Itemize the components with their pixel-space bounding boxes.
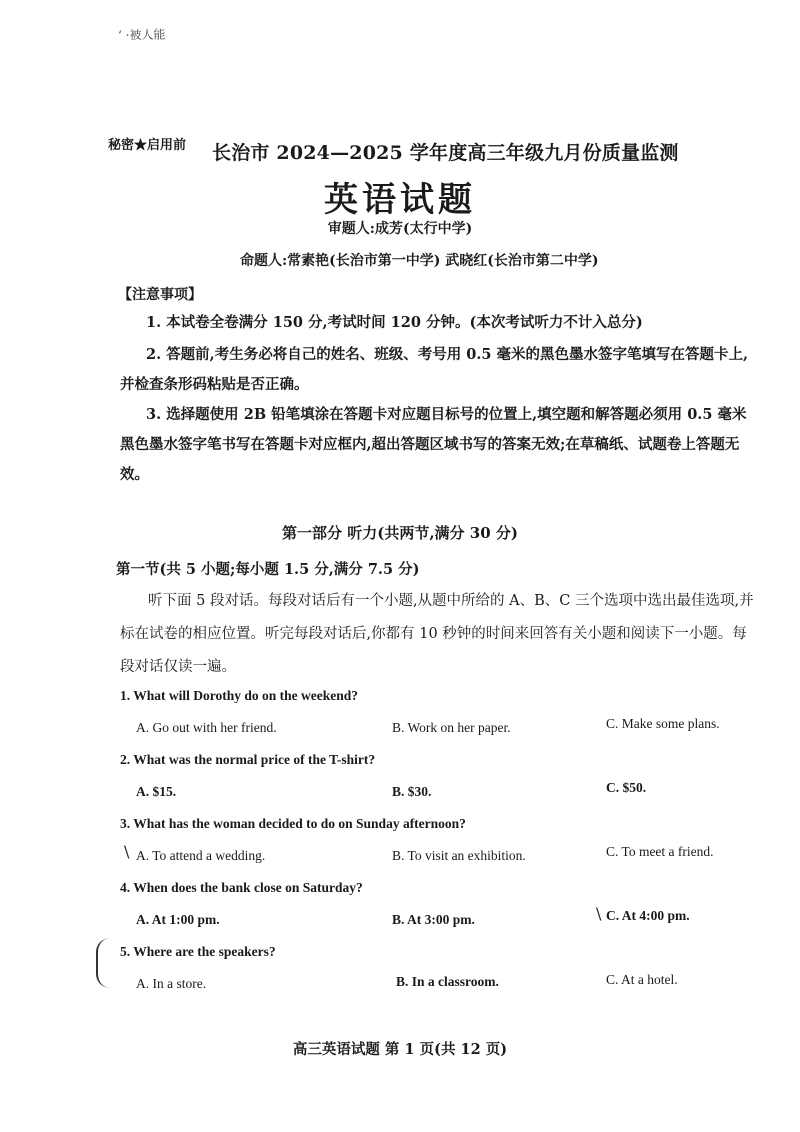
question-5-option-a: A. In a store. bbox=[136, 976, 207, 991]
question-1-stem: 1. What will Dorothy do on the weekend? bbox=[120, 688, 359, 703]
handwritten-scribble: ‘ ·被人能 bbox=[117, 27, 166, 43]
question-1-option-b: B. Work on her paper. bbox=[392, 720, 511, 735]
handwritten-tick-mark: \ bbox=[124, 842, 130, 861]
question-2-option-b: B. $30. bbox=[392, 784, 432, 799]
question-2-option-a: A. $15. bbox=[136, 784, 177, 799]
question-3-option-b: B. To visit an exhibition. bbox=[392, 848, 526, 863]
question-4-option-b: B. At 3:00 pm. bbox=[392, 912, 475, 927]
question-4-option-c: C. At 4:00 pm. bbox=[606, 908, 690, 923]
question-4-option-a: A. At 1:00 pm. bbox=[136, 912, 220, 927]
question-1-option-c: C. Make some plans. bbox=[606, 716, 720, 731]
subject-title: 英语试题 bbox=[324, 180, 476, 220]
confidential-label: 秘密★启用前 bbox=[108, 138, 187, 153]
handwritten-tick-mark: \ bbox=[596, 904, 602, 923]
part-one-title: 第一部分 听力(共两节,满分 30 分) bbox=[282, 524, 518, 542]
notice-item-1: 1. 本试卷全卷满分 150 分,考试时间 120 分钟。(本次考试听力不计入总分) bbox=[146, 314, 643, 331]
question-4-stem: 4. When does the bank close on Saturday? bbox=[120, 880, 363, 895]
question-3-option-a: A. To attend a wedding. bbox=[136, 848, 266, 863]
handwritten-bracket-mark bbox=[96, 938, 110, 988]
question-2-option-c: C. $50. bbox=[606, 780, 647, 795]
authors-line: 命题人:常素艳(长治市第一中学) 武晓红(长治市第二中学) bbox=[240, 253, 599, 269]
notice-item-3: 3. 选择题使用 2B 铅笔填涂在答题卡对应题目标号的位置上,填空题和解答题必须用 0.5 毫米黑色墨水签字笔书写在答题卡对应框内,超出答题区域书写的答案无效;在草稿纸、试题卷上答题无效。 bbox=[120, 406, 747, 483]
notice-item-2: 2. 答题前,考生务必将自己的姓名、班级、考号用 0.5 毫米的黑色墨水签字笔填写在答题卡上,并检查条形码粘贴是否正确。 bbox=[120, 346, 749, 393]
question-3-option-c: C. To meet a friend. bbox=[606, 844, 714, 859]
reviewer-line: 审题人:成芳(太行中学) bbox=[327, 221, 473, 237]
question-3-stem: 3. What has the woman decided to do on Sunday afternoon? bbox=[120, 816, 466, 831]
notice-title: 【注意事项】 bbox=[118, 287, 202, 303]
question-5-stem: 5. Where are the speakers? bbox=[120, 944, 276, 959]
question-5-option-b: B. In a classroom. bbox=[396, 974, 499, 989]
page-footer: 高三英语试题 第 1 页(共 12 页) bbox=[292, 1041, 508, 1058]
section-one-title: 第一节(共 5 小题;每小题 1.5 分,满分 7.5 分) bbox=[116, 561, 420, 578]
question-1-option-a: A. Go out with her friend. bbox=[136, 720, 277, 735]
exam-title: 长治市 2024—2025 学年度高三年级九月份质量监测 bbox=[212, 142, 679, 164]
question-5-option-c: C. At a hotel. bbox=[606, 972, 678, 987]
question-2-stem: 2. What was the normal price of the T-shirt? bbox=[120, 752, 376, 767]
listening-instructions: 听下面 5 段对话。每段对话后有一个小题,从题中所给的 A、B、C 三个选项中选出最佳选项,并标在试卷的相应位置。听完每段对话后,你都有 10 秒钟的时间来回答有关小题和阅读下一小题。每段对话仅读一遍。 bbox=[120, 593, 754, 675]
